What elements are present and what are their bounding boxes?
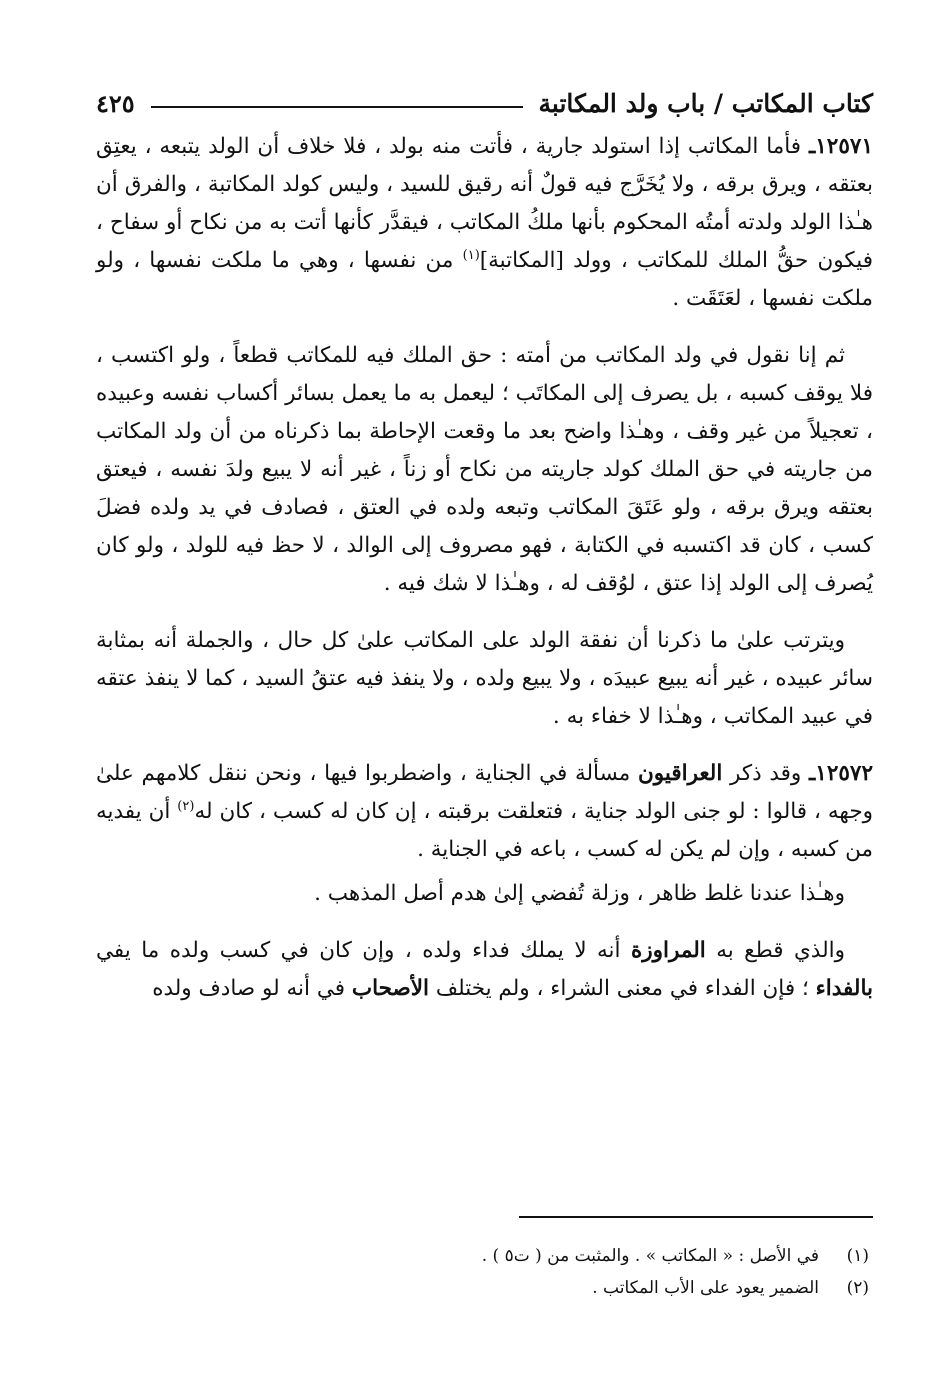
running-title: كتاب المكاتب / باب ولد المكاتبة: [538, 89, 873, 118]
paragraph: [96, 622, 873, 736]
footnote-number: (٢): [846, 1278, 869, 1298]
header-rule: [151, 106, 523, 108]
text-segment: أن يفديه من كسبه ، وإن لم يكن له كسب ، باعه في الجناية .: [96, 799, 873, 862]
bold-term: الأصحاب: [351, 976, 430, 1001]
paragraph: [96, 337, 873, 603]
text-segment: ثم إنا نقول في ولد المكاتب من أمته : حق الملك فيه للمكاتب قطعاً ، ولو اكتسب ، فلا يوقف كسبه ، بل يصرف إلى المكاتَب ؛ ليعمل به ما يعمل بسائر أكساب نفسه وعبيده ، تعجيلاً من غير وقف ، وهـٰذا واضح بعد ما وقعت الإحاطة بما ذكرناه من أن ولد المكاتب من جاريته في حق الملك كولد جاريته من نكاح أو زناً ، غير أنه لا يبيع ولدَ نفسه ، فيعتق بعتقه ويرق برقه ، ولو عَتَقَ المكاتب وتبعه ولده في العتق ، فصادف في يد ولده فضلَ كسب ، كان قد اكتسبه في الكتابة ، فهو مصروف إلى الوالد ، لا حظ فيه للولد ، ولو كان يُصرف إلى الولد إذا عتق ، لوُقف له ، وهـٰذا لا شك فيه .: [96, 343, 873, 596]
paragraph-12571: [96, 128, 873, 318]
text-segment: فأما المكاتب إذا استولد جارية ، فأتت منه بولد ، فلا خلاف أن الولد يتبعه ، يعتِق بعتقه ، ويرق برقه ، ولا يُخَرَّج فيه قولٌ أنه رقيق للسيد ، وليس كولد المكاتبة ، والفرق أن هـٰذا الولد ولدته أمتُه المحكوم بأنها ملكُ المكاتب ، فيقدَّر كأنها أتت به من نكاح أو سفاح ، فيكون حقُّ الملك للمكاتب ، وولد [المكاتبة]: [96, 134, 874, 273]
issue-number: ١٢٥٧٢ـ: [808, 761, 874, 786]
paragraph: [96, 932, 873, 1008]
bold-term: المراوزة: [630, 938, 706, 963]
text-segment: وهـٰذا عندنا غلط ظاهر ، وزلة تُفضي إلىٰ هدم أصل المذهب .: [314, 881, 845, 906]
footnote-2: [96, 1272, 869, 1304]
text-segment: وقد ذكر: [722, 761, 809, 786]
footnote-text: الضمير يعود على الأب المكاتب .: [592, 1278, 819, 1298]
footnote-marker: (٢): [177, 798, 195, 814]
footnote-text: في الأصل : « المكاتب » . والمثبت من ( ت٥ ) .: [481, 1246, 819, 1266]
text-segment: والذي قطع به: [705, 938, 845, 963]
main-text: [96, 128, 873, 1008]
text-segment: مسألة في الجناية ، واضطربوا فيها ، ونحن ننقل كلامهم علىٰ وجهه ، قالوا : لو جنى الولد جناية ، فتعلقت برقبته ، إن كان له كسب ، كان له: [96, 761, 873, 824]
text-segment: ويترتب علىٰ ما ذكرنا أن نفقة الولد على المكاتب علىٰ كل حال ، والجملة أنه بمثابة سائر عبيده ، غير أنه يبيع عبيدَه ، ولا يبيع ولده ، ولا ينفذ فيه عتقُ السيد ، كما لا ينفذ عتقه في عبيد المكاتب ، وهـٰذا لا خفاء به .: [96, 628, 873, 729]
issue-number: ١٢٥٧١ـ: [808, 134, 873, 159]
paragraph-12572: [96, 755, 873, 869]
page-number: ٤٢٥: [96, 89, 135, 118]
footnote-number: (١): [846, 1246, 869, 1266]
footnote-1: [96, 1240, 869, 1272]
text-segment: أنه لا يملك فداء ولده ، وإن كان في كسب ولده ما يفي: [96, 938, 631, 963]
footnote-marker: (١): [462, 247, 480, 263]
text-segment: في أنه لو صادف ولده: [152, 976, 352, 1001]
paragraph: [96, 875, 873, 913]
bold-term: بالفداء: [815, 976, 873, 1001]
running-header: [96, 70, 873, 116]
text-segment: ؛ فإن الفداء في معنى الشراء ، ولم يختلف: [429, 976, 816, 1001]
footnotes: [96, 1240, 869, 1304]
bold-term: العراقيون: [637, 761, 723, 786]
text-segment: من نفسها ، وهي ما ملكت نفسها ، ولو ملكت نفسها ، لعَتَقَت .: [96, 248, 873, 311]
footnote-rule: [519, 1216, 873, 1218]
